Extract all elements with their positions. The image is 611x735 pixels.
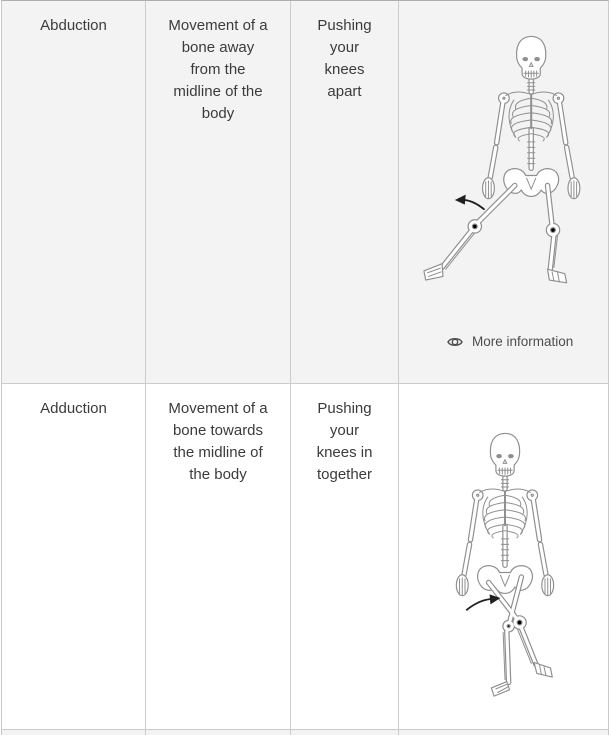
skeleton-abduction-illustration (413, 29, 611, 302)
example-cell (291, 1, 399, 383)
skeleton-adduction-illustration (405, 426, 605, 699)
table-row-abduction (2, 1, 608, 384)
table-row-partial (2, 730, 608, 735)
illustration-cell (399, 1, 611, 383)
table-row-adduction (2, 384, 608, 730)
definition-cell (146, 384, 291, 729)
example-text: Pushing your knees apart (317, 17, 372, 100)
definition-cell (146, 1, 291, 383)
illustration-cell (399, 730, 608, 735)
term-cell (2, 384, 146, 729)
example-cell (291, 730, 399, 735)
illustration-cell (399, 384, 608, 729)
eye-icon (447, 334, 463, 350)
definition-cell (146, 730, 291, 735)
more-information-link[interactable] (447, 331, 573, 353)
example-cell (291, 384, 399, 729)
example-text: Pushing your knees in together (316, 400, 373, 483)
more-information-label: More information (472, 334, 574, 349)
term-text: Adduction (40, 400, 107, 417)
movement-definitions-table (1, 0, 609, 735)
definition-text: Movement of a bone towards the midline of the body (168, 400, 268, 483)
term-cell (2, 1, 146, 383)
term-text: Abduction (40, 17, 107, 34)
definition-text: Movement of a bone away from the midline of the body (168, 17, 268, 122)
term-cell (2, 730, 146, 735)
